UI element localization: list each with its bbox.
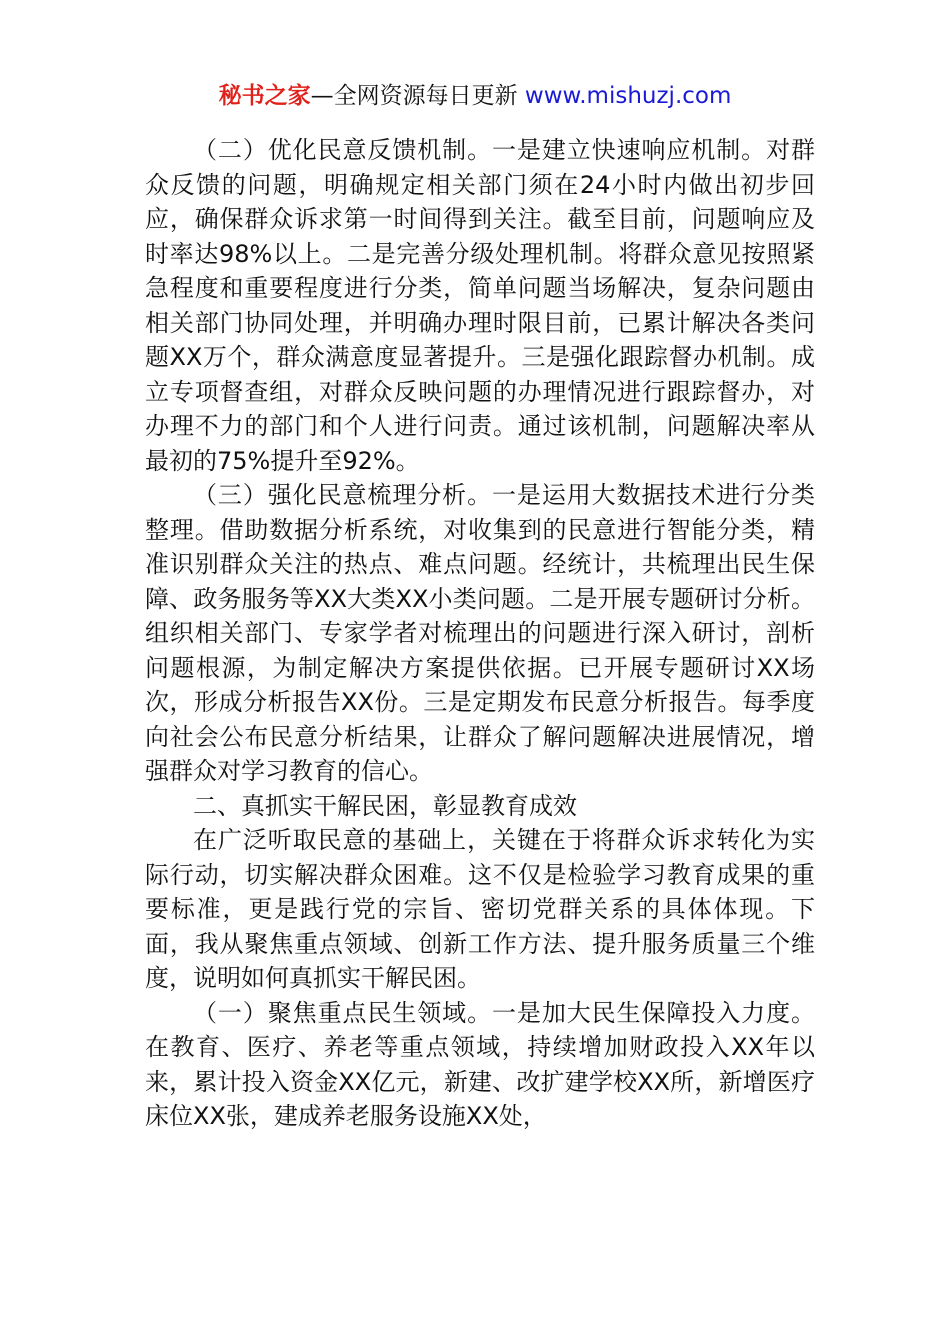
paragraph-section-intro: 在广泛听取民意的基础上，关键在于将群众诉求转化为实际行动，切实解决群众困难。这不仅是检验学习教育成果的重要标准，更是践行党的宗旨、密切党群关系的具体体现。下面，我从聚焦重点领域、创新工作方法、提升服务质量三个维度，说明如何真抓实干解民困。	[145, 826, 815, 992]
site-url-link[interactable]: www.mishuzj.com	[524, 83, 732, 109]
document-body	[145, 133, 815, 1134]
paragraph-opinion-analysis: （三）强化民意梳理分析。一是运用大数据技术进行分类整理。借助数据分析系统，对收集到的民意进行智能分类，精准识别群众关注的热点、难点问题。经统计，共梳理出民生保障、政务服务等XX大类XX小类问题。二是开展专题研讨分析。组织相关部门、专家学者对梳理出的问题进行深入研讨，剖析问题根源，为制定解决方案提供依据。已开展专题研讨XX场次，形成分析报告XX份。三是定期发布民意分析报告。每季度向社会公布民意分析结果，让群众了解问题解决进展情况，增强群众对学习教育的信心。	[145, 481, 815, 785]
brand-name: 秘书之家	[218, 83, 311, 109]
paragraph-feedback-mechanism: （二）优化民意反馈机制。一是建立快速响应机制。对群众反馈的问题，明确规定相关部门须在24小时内做出初步回应，确保群众诉求第一时间得到关注。截至目前，问题响应及时率达98%以上。二是完善分级处理机制。将群众意见按照紧急程度和重要程度进行分类，简单问题当场解决，复杂问题由相关部门协同处理，并明确办理时限目前，已累计解决各类问题XX万个，群众满意度显著提升。三是强化跟踪督办机制。成立专项督查组，对群众反映问题的办理情况进行跟踪督办，对办理不力的部门和个人进行问责。通过该机制，问题解决率从最初的75%提升至92%。	[145, 136, 815, 475]
section-heading: 二、真抓实干解民困，彰显教育成效	[193, 791, 577, 820]
site-header	[0, 80, 950, 112]
paragraph-livelihood-focus: （一）聚焦重点民生领域。一是加大民生保障投入力度。在教育、医疗、养老等重点领域，持续增加财政投入XX年以来，累计投入资金XX亿元，新建、改扩建学校XX所，新增医疗床位XX张，建成养老服务设施XX处，	[145, 998, 815, 1130]
header-tagline: —全网资源每日更新	[310, 83, 525, 109]
